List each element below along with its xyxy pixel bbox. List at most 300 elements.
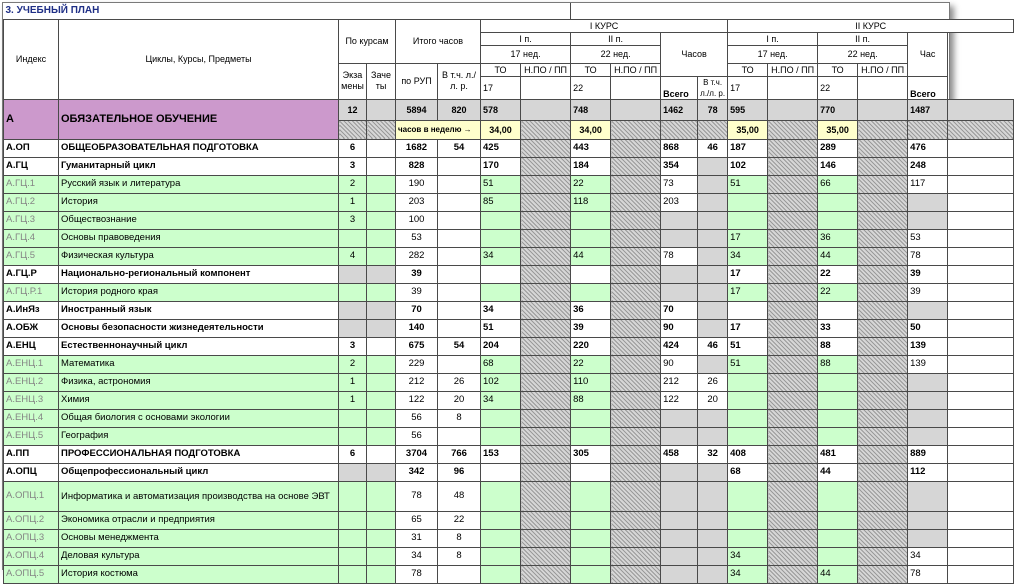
row-name[interactable]: Физика, астрономия — [59, 373, 339, 391]
cell-empty[interactable] — [768, 247, 818, 265]
cell-k2a[interactable]: 187 — [728, 139, 768, 157]
row-index[interactable]: А.ГЦ.Р.1 — [4, 283, 59, 301]
cell-empty[interactable] — [858, 211, 908, 229]
cell-rup[interactable]: 203 — [396, 193, 438, 211]
cell-k2tot[interactable]: 78 — [908, 565, 948, 583]
table-row[interactable] — [4, 265, 1014, 283]
cell-empty[interactable] — [367, 337, 396, 355]
cell-empty[interactable] — [611, 283, 661, 301]
cell-empty[interactable] — [367, 193, 396, 211]
cell-k1tot[interactable]: 354 — [661, 157, 698, 175]
cell-lr[interactable] — [438, 283, 481, 301]
cell-empty[interactable] — [858, 355, 908, 373]
cell-k1a[interactable] — [481, 565, 521, 583]
cell-empty[interactable] — [611, 391, 661, 409]
cell-k2tot[interactable]: 53 — [908, 229, 948, 247]
cell-k2a[interactable] — [728, 409, 768, 427]
cell-empty[interactable] — [948, 565, 1014, 583]
cell-empty[interactable] — [768, 391, 818, 409]
row-index[interactable]: А.ГЦ — [4, 157, 59, 175]
cell-empty[interactable] — [521, 337, 571, 355]
cell-empty[interactable] — [611, 337, 661, 355]
cell-k1b[interactable] — [571, 511, 611, 529]
row-name[interactable]: ОБЩЕОБРАЗОВАТЕЛЬНАЯ ПОДГОТОВКА — [59, 139, 339, 157]
cell-empty[interactable] — [768, 211, 818, 229]
cell-k1a[interactable]: 153 — [481, 445, 521, 463]
cell-empty[interactable] — [768, 409, 818, 427]
cell-lr[interactable]: 8 — [438, 409, 481, 427]
cell-empty[interactable] — [521, 355, 571, 373]
cell-k1lr[interactable] — [698, 301, 728, 319]
cell-empty[interactable] — [611, 229, 661, 247]
cell-rup[interactable]: 39 — [396, 283, 438, 301]
a-block-ek[interactable]: 12 — [339, 99, 367, 120]
cell-k1tot[interactable] — [661, 229, 698, 247]
cell-k2b[interactable]: 44 — [818, 463, 858, 481]
cell-lr[interactable] — [438, 565, 481, 583]
cell-k2tot[interactable] — [908, 511, 948, 529]
cell-empty[interactable] — [521, 445, 571, 463]
a-block-k1tot[interactable]: 1462 — [661, 99, 698, 120]
cell-k1a[interactable]: 85 — [481, 193, 521, 211]
a-block-k1b[interactable]: 748 — [571, 99, 611, 120]
cell-k1tot[interactable] — [661, 409, 698, 427]
cell-k1b[interactable]: 22 — [571, 355, 611, 373]
row-name[interactable]: Экономика отрасли и предприятия — [59, 511, 339, 529]
cell-empty[interactable] — [768, 337, 818, 355]
cell-lr[interactable]: 8 — [438, 547, 481, 565]
row-index[interactable]: А.ПП — [4, 445, 59, 463]
cell-empty[interactable] — [948, 319, 1014, 337]
cell-empty[interactable] — [367, 211, 396, 229]
cell-k2a[interactable]: 68 — [728, 463, 768, 481]
cell-empty[interactable] — [768, 445, 818, 463]
cell-empty[interactable] — [521, 529, 571, 547]
cell-k1b[interactable] — [571, 547, 611, 565]
cell-k2b[interactable]: 289 — [818, 139, 858, 157]
cell-k2tot[interactable]: 34 — [908, 547, 948, 565]
cell-empty[interactable] — [858, 337, 908, 355]
a-block-k2b[interactable]: 770 — [818, 99, 858, 120]
cell-k2tot[interactable] — [908, 211, 948, 229]
cell-empty[interactable] — [611, 547, 661, 565]
cell-empty[interactable] — [367, 265, 396, 283]
cell-empty[interactable] — [521, 427, 571, 445]
cell-lr[interactable]: 766 — [438, 445, 481, 463]
cell-empty[interactable] — [521, 373, 571, 391]
cell-empty[interactable] — [948, 547, 1014, 565]
cell-k1tot[interactable]: 458 — [661, 445, 698, 463]
cell-empty[interactable] — [521, 193, 571, 211]
cell-empty[interactable] — [858, 229, 908, 247]
cell-k1b[interactable]: 22 — [571, 175, 611, 193]
cell-k1b[interactable]: 88 — [571, 391, 611, 409]
row-name[interactable]: Гуманитарный цикл — [59, 157, 339, 175]
a-block-k1a[interactable]: 578 — [481, 99, 521, 120]
table-row[interactable] — [4, 301, 1014, 319]
cell-k1tot[interactable] — [661, 511, 698, 529]
cell-rup[interactable]: 53 — [396, 229, 438, 247]
cell-empty[interactable] — [768, 427, 818, 445]
cell-k1b[interactable] — [571, 463, 611, 481]
cell-k2b[interactable]: 44 — [818, 247, 858, 265]
cell-k2tot[interactable]: 39 — [908, 283, 948, 301]
cell-rup[interactable]: 100 — [396, 211, 438, 229]
cell-ek[interactable] — [339, 319, 367, 337]
cell-k1lr[interactable]: 26 — [698, 373, 728, 391]
cell-ek[interactable]: 3 — [339, 337, 367, 355]
cell-rup[interactable]: 34 — [396, 547, 438, 565]
table-row[interactable] — [4, 529, 1014, 547]
cell-lr[interactable]: 54 — [438, 337, 481, 355]
cell-k1lr[interactable] — [698, 265, 728, 283]
cell-empty[interactable] — [858, 529, 908, 547]
table-row[interactable] — [4, 463, 1014, 481]
cell-k2tot[interactable] — [908, 301, 948, 319]
cell-empty[interactable] — [768, 265, 818, 283]
cell-empty[interactable] — [367, 445, 396, 463]
cell-k2a[interactable]: 34 — [728, 565, 768, 583]
cell-lr[interactable] — [438, 319, 481, 337]
cell-k1lr[interactable]: 20 — [698, 391, 728, 409]
cell-empty[interactable] — [367, 229, 396, 247]
cell-empty[interactable] — [948, 409, 1014, 427]
cell-k2tot[interactable] — [908, 481, 948, 511]
cell-rup[interactable]: 39 — [396, 265, 438, 283]
cell-empty[interactable] — [858, 193, 908, 211]
cell-k1b[interactable] — [571, 565, 611, 583]
row-name[interactable]: История костюма — [59, 565, 339, 583]
cell-empty[interactable] — [768, 547, 818, 565]
cell-empty[interactable] — [521, 547, 571, 565]
cell-k1b[interactable] — [571, 427, 611, 445]
cell-k1lr[interactable] — [698, 511, 728, 529]
cell-k1lr[interactable] — [698, 283, 728, 301]
cell-empty[interactable] — [948, 481, 1014, 511]
cell-k1b[interactable] — [571, 229, 611, 247]
cell-k1tot[interactable]: 90 — [661, 319, 698, 337]
cell-empty[interactable] — [858, 265, 908, 283]
cell-empty[interactable] — [948, 139, 1014, 157]
cell-empty[interactable] — [611, 445, 661, 463]
cell-k1tot[interactable]: 868 — [661, 139, 698, 157]
table-row[interactable] — [4, 355, 1014, 373]
cell-lr[interactable]: 22 — [438, 511, 481, 529]
cell-k2b[interactable] — [818, 211, 858, 229]
row-index[interactable]: А.ГЦ.5 — [4, 247, 59, 265]
cell-k2a[interactable] — [728, 427, 768, 445]
cell-empty[interactable] — [611, 265, 661, 283]
row-name[interactable]: Национально-региональный компонент — [59, 265, 339, 283]
cell-empty[interactable] — [948, 157, 1014, 175]
row-name[interactable]: Общепрофессиональный цикл — [59, 463, 339, 481]
cell-empty[interactable] — [948, 247, 1014, 265]
cell-empty[interactable] — [611, 529, 661, 547]
cell-k1tot[interactable]: 203 — [661, 193, 698, 211]
cell-k1lr[interactable] — [698, 547, 728, 565]
cell-empty[interactable] — [367, 175, 396, 193]
cell-empty[interactable] — [611, 463, 661, 481]
cell-empty[interactable] — [367, 391, 396, 409]
cell-k1lr[interactable] — [698, 157, 728, 175]
cell-lr[interactable]: 8 — [438, 529, 481, 547]
cell-k2a[interactable] — [728, 211, 768, 229]
row-index[interactable]: А.ЕНЦ — [4, 337, 59, 355]
cell-empty[interactable] — [611, 193, 661, 211]
week-k2-sem1[interactable]: 35,00 — [728, 120, 768, 139]
cell-k1tot[interactable]: 73 — [661, 175, 698, 193]
cell-empty[interactable] — [367, 427, 396, 445]
cell-k2a[interactable]: 51 — [728, 337, 768, 355]
cell-empty[interactable] — [521, 409, 571, 427]
cell-k1tot[interactable]: 212 — [661, 373, 698, 391]
cell-empty[interactable] — [521, 301, 571, 319]
table-row[interactable] — [4, 211, 1014, 229]
cell-rup[interactable]: 212 — [396, 373, 438, 391]
cell-ek[interactable]: 2 — [339, 175, 367, 193]
cell-k2a[interactable] — [728, 511, 768, 529]
cell-k1lr[interactable] — [698, 481, 728, 511]
cell-empty[interactable] — [768, 511, 818, 529]
cell-ek[interactable]: 1 — [339, 391, 367, 409]
cell-empty[interactable] — [768, 283, 818, 301]
cell-empty[interactable] — [521, 283, 571, 301]
cell-ek[interactable] — [339, 481, 367, 511]
cell-lr[interactable]: 26 — [438, 373, 481, 391]
row-name[interactable]: Физическая культура — [59, 247, 339, 265]
cell-k1tot[interactable]: 122 — [661, 391, 698, 409]
cell-empty[interactable] — [768, 481, 818, 511]
cell-k2a[interactable]: 408 — [728, 445, 768, 463]
cell-k1b[interactable] — [571, 409, 611, 427]
row-index[interactable]: А.ЕНЦ.5 — [4, 427, 59, 445]
cell-lr[interactable] — [438, 211, 481, 229]
cell-k2tot[interactable]: 476 — [908, 139, 948, 157]
cell-empty[interactable] — [858, 445, 908, 463]
row-name[interactable]: Информатика и автоматизация производства на основе ЭВТ — [59, 481, 339, 511]
cell-empty[interactable] — [858, 481, 908, 511]
table-row[interactable] — [4, 319, 1014, 337]
cell-empty[interactable] — [768, 175, 818, 193]
table-row[interactable] — [4, 283, 1014, 301]
cell-empty[interactable] — [858, 319, 908, 337]
cell-k1a[interactable]: 51 — [481, 175, 521, 193]
cell-k1a[interactable] — [481, 427, 521, 445]
cell-k2a[interactable] — [728, 193, 768, 211]
row-index[interactable]: А.ИнЯз — [4, 301, 59, 319]
cell-rup[interactable]: 342 — [396, 463, 438, 481]
table-row[interactable] — [4, 427, 1014, 445]
row-index[interactable]: А.ОПЦ.2 — [4, 511, 59, 529]
cell-empty[interactable] — [611, 565, 661, 583]
cell-k1tot[interactable]: 90 — [661, 355, 698, 373]
cell-empty[interactable] — [521, 247, 571, 265]
cell-lr[interactable] — [438, 355, 481, 373]
cell-k1b[interactable]: 36 — [571, 301, 611, 319]
cell-empty[interactable] — [367, 157, 396, 175]
cell-ek[interactable]: 4 — [339, 247, 367, 265]
cell-empty[interactable] — [858, 511, 908, 529]
cell-k1lr[interactable] — [698, 247, 728, 265]
table-row[interactable] — [4, 157, 1014, 175]
cell-k2b[interactable]: 22 — [818, 265, 858, 283]
cell-k1a[interactable]: 34 — [481, 391, 521, 409]
table-row[interactable] — [4, 337, 1014, 355]
cell-lr[interactable]: 48 — [438, 481, 481, 511]
cell-empty[interactable] — [948, 229, 1014, 247]
cell-k2a[interactable]: 51 — [728, 355, 768, 373]
cell-ek[interactable]: 3 — [339, 157, 367, 175]
cell-k2a[interactable] — [728, 391, 768, 409]
cell-k1a[interactable]: 170 — [481, 157, 521, 175]
row-index[interactable]: А.ОПЦ.5 — [4, 565, 59, 583]
row-name[interactable]: История — [59, 193, 339, 211]
row-index[interactable]: А.ОПЦ.3 — [4, 529, 59, 547]
cell-rup[interactable]: 78 — [396, 565, 438, 583]
cell-k2tot[interactable]: 39 — [908, 265, 948, 283]
row-name[interactable]: История родного края — [59, 283, 339, 301]
cell-ek[interactable] — [339, 565, 367, 583]
cell-ek[interactable]: 6 — [339, 139, 367, 157]
cell-empty[interactable] — [858, 427, 908, 445]
cell-empty[interactable] — [948, 529, 1014, 547]
cell-k2a[interactable]: 102 — [728, 157, 768, 175]
cell-rup[interactable]: 65 — [396, 511, 438, 529]
cell-k2b[interactable]: 33 — [818, 319, 858, 337]
cell-empty[interactable] — [521, 229, 571, 247]
cell-k1lr[interactable] — [698, 529, 728, 547]
cell-ek[interactable]: 3 — [339, 211, 367, 229]
cell-k1tot[interactable] — [661, 211, 698, 229]
cell-rup[interactable]: 78 — [396, 481, 438, 511]
cell-k1a[interactable] — [481, 481, 521, 511]
cell-k1b[interactable] — [571, 211, 611, 229]
cell-empty[interactable] — [367, 463, 396, 481]
cell-empty[interactable] — [521, 175, 571, 193]
cell-k2tot[interactable]: 889 — [908, 445, 948, 463]
cell-empty[interactable] — [858, 391, 908, 409]
cell-k2b[interactable] — [818, 547, 858, 565]
a-block-index[interactable]: А — [4, 99, 59, 139]
row-index[interactable]: А.ОПЦ — [4, 463, 59, 481]
row-index[interactable]: А.ГЦ.2 — [4, 193, 59, 211]
row-name[interactable]: Иностранный язык — [59, 301, 339, 319]
cell-empty[interactable] — [367, 565, 396, 583]
cell-k2b[interactable] — [818, 529, 858, 547]
table-row[interactable] — [4, 193, 1014, 211]
cell-empty[interactable] — [948, 373, 1014, 391]
cell-k1lr[interactable] — [698, 193, 728, 211]
cell-ek[interactable] — [339, 529, 367, 547]
cell-empty[interactable] — [948, 175, 1014, 193]
cell-empty[interactable] — [948, 283, 1014, 301]
table-row[interactable] — [4, 547, 1014, 565]
cell-k2tot[interactable]: 117 — [908, 175, 948, 193]
cell-empty[interactable] — [611, 139, 661, 157]
cell-k1a[interactable] — [481, 229, 521, 247]
cell-k2a[interactable]: 17 — [728, 319, 768, 337]
cell-empty[interactable] — [611, 511, 661, 529]
cell-rup[interactable]: 282 — [396, 247, 438, 265]
row-index[interactable]: А.ГЦ.4 — [4, 229, 59, 247]
table-row[interactable] — [4, 565, 1014, 583]
cell-k1a[interactable]: 68 — [481, 355, 521, 373]
cell-rup[interactable]: 56 — [396, 427, 438, 445]
cell-rup[interactable]: 1682 — [396, 139, 438, 157]
a-block-k2tot[interactable]: 1487 — [908, 99, 948, 120]
table-row[interactable] — [4, 175, 1014, 193]
cell-empty[interactable] — [858, 175, 908, 193]
cell-k2b[interactable] — [818, 511, 858, 529]
cell-k1lr[interactable] — [698, 175, 728, 193]
cell-empty[interactable] — [521, 511, 571, 529]
cell-empty[interactable] — [948, 211, 1014, 229]
cell-empty[interactable] — [858, 301, 908, 319]
row-name[interactable]: ПРОФЕССИОНАЛЬНАЯ ПОДГОТОВКА — [59, 445, 339, 463]
cell-k2tot[interactable]: 139 — [908, 337, 948, 355]
table-row[interactable] — [4, 481, 1014, 511]
cell-empty[interactable] — [611, 157, 661, 175]
cell-k1a[interactable] — [481, 547, 521, 565]
cell-ek[interactable] — [339, 463, 367, 481]
table-row[interactable] — [4, 409, 1014, 427]
cell-empty[interactable] — [611, 247, 661, 265]
cell-k1lr[interactable]: 46 — [698, 139, 728, 157]
cell-k1a[interactable]: 425 — [481, 139, 521, 157]
cell-k2tot[interactable] — [908, 373, 948, 391]
row-index[interactable]: А.ОБЖ — [4, 319, 59, 337]
cell-empty[interactable] — [768, 301, 818, 319]
cell-empty[interactable] — [948, 445, 1014, 463]
cell-empty[interactable] — [367, 481, 396, 511]
cell-empty[interactable] — [611, 481, 661, 511]
week-k2-sem2[interactable]: 35,00 — [818, 120, 858, 139]
cell-k1b[interactable] — [571, 283, 611, 301]
cell-k1lr[interactable] — [698, 409, 728, 427]
cell-k1a[interactable] — [481, 283, 521, 301]
row-name[interactable]: Математика — [59, 355, 339, 373]
cell-k1b[interactable]: 39 — [571, 319, 611, 337]
cell-lr[interactable]: 20 — [438, 391, 481, 409]
cell-lr[interactable] — [438, 427, 481, 445]
cell-ek[interactable]: 2 — [339, 355, 367, 373]
cell-empty[interactable] — [948, 511, 1014, 529]
cell-k1b[interactable]: 443 — [571, 139, 611, 157]
cell-ek[interactable] — [339, 409, 367, 427]
cell-empty[interactable] — [611, 409, 661, 427]
cell-empty[interactable] — [367, 319, 396, 337]
cell-empty[interactable] — [611, 211, 661, 229]
cell-k1a[interactable] — [481, 265, 521, 283]
cell-k1lr[interactable]: 46 — [698, 337, 728, 355]
cell-k2a[interactable]: 34 — [728, 547, 768, 565]
cell-empty[interactable] — [611, 355, 661, 373]
cell-k1b[interactable]: 110 — [571, 373, 611, 391]
cell-k1a[interactable] — [481, 463, 521, 481]
cell-k2a[interactable] — [728, 529, 768, 547]
cell-rup[interactable]: 56 — [396, 409, 438, 427]
cell-empty[interactable] — [768, 529, 818, 547]
cell-empty[interactable] — [768, 565, 818, 583]
cell-k2b[interactable]: 88 — [818, 337, 858, 355]
cell-empty[interactable] — [367, 373, 396, 391]
cell-empty[interactable] — [768, 139, 818, 157]
cell-k1b[interactable]: 184 — [571, 157, 611, 175]
cell-rup[interactable]: 675 — [396, 337, 438, 355]
row-index[interactable]: А.ОПЦ.4 — [4, 547, 59, 565]
cell-empty[interactable] — [367, 283, 396, 301]
cell-ek[interactable]: 1 — [339, 373, 367, 391]
